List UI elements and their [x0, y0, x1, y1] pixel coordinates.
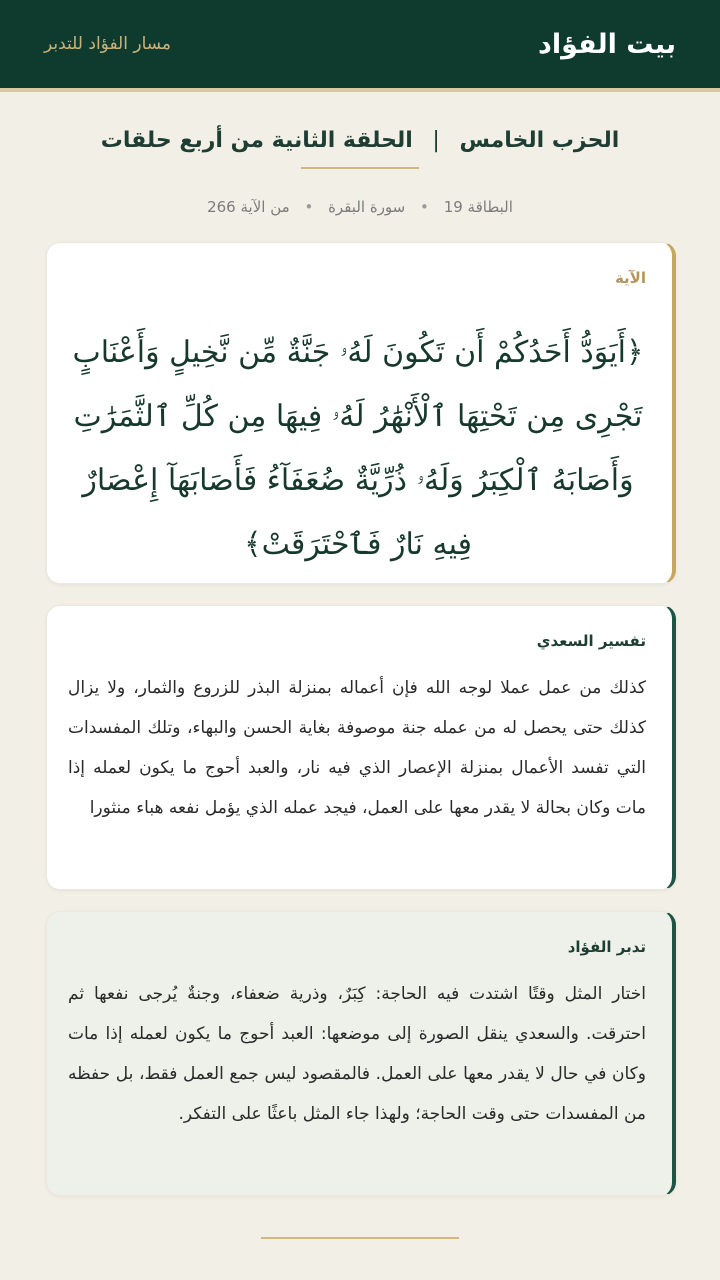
title-divider — [301, 167, 419, 169]
meta-dot: • — [420, 198, 429, 216]
tafsir-card — [46, 605, 676, 890]
verse-text: ﴿أَيَوَدُّ أَحَدُكُمْ أَن تَكُونَ لَهُۥ جَنَّةٌ مِّن نَّخِيلٍ وَأَعْنَابٍ تَجْرِى مِن تَحْتِهَا ٱلْأَنْهَٰرُ لَهُۥ فِيهَا مِن كُلِّ ٱلثَّمَرَٰتِ وَأَصَابَهُ ٱلْكِبَرُ وَلَهُۥ ذُرِّيَّةٌ ضُعَفَآءُ فَأَصَابَهَآ إِعْصَارٌ فِيهِ نَارٌ فَٱحْتَرَقَتْ﴾ — [72, 335, 644, 562]
lesson-title-block — [0, 128, 720, 169]
app-header — [0, 0, 720, 92]
meta-dot: • — [304, 198, 314, 216]
footer-divider — [261, 1237, 459, 1239]
card-meta — [0, 198, 720, 216]
tadabbur-card-label: تدبر الفؤاد — [567, 938, 646, 956]
app-brand-title: بيت الفؤاد — [537, 28, 676, 60]
tadabbur-card — [46, 911, 676, 1196]
verse-card-label: الآية — [614, 269, 646, 287]
tafsir-card-label: تفسير السعدي — [536, 632, 646, 650]
tafsir-text: كذلك من عمل عملا لوجه الله فإن أعماله بمنزلة البذر للزروع والثمار، ولا يزال كذلك حتى يحصل له من عمله جنة موصوفة بغاية الحسن والبهاء، وتلك المفسدات التي تفسد الأعمال بمنزلة الإعصار الذي فيه نار، والعبد أحوج ما يكون لعمله إذا مات وكان بحالة لا يقدر معها على العمل، فيجد عمله الذي يؤمل نفعه هباء منثورا — [68, 678, 646, 818]
card-number: البطاقة 19 — [443, 198, 513, 216]
tadabbur-text: اختار المثل وقتًا اشتدت فيه الحاجة: كِبَرٌ، وذرية ضعفاء، وجنةٌ يُرجى نفعها ثم احترقت. والسعدي ينقل الصورة إلى موضعها: العبد أحوج ما يكون لعمله إذا مات وكان في حال لا يقدر معها على العمل. فالمقصود ليس جمع العمل فقط، بل حفظه من المفسدات حتى وقت الحاجة؛ ولهذا جاء المثل باعثًا على التفكر. — [68, 984, 646, 1124]
surah-name: سورة البقرة — [328, 198, 406, 216]
title-separator: | — [432, 128, 440, 153]
halaqa-title: الحلقة الثانية من أربع حلقات — [100, 128, 413, 153]
lesson-title — [0, 128, 720, 153]
hizb-title: الحزب الخامس — [459, 128, 620, 153]
verse-card — [46, 242, 676, 584]
path-link[interactable]: مسار الفؤاد للتدبر — [44, 34, 172, 54]
ayah-start: من الآية 266 — [207, 198, 290, 216]
